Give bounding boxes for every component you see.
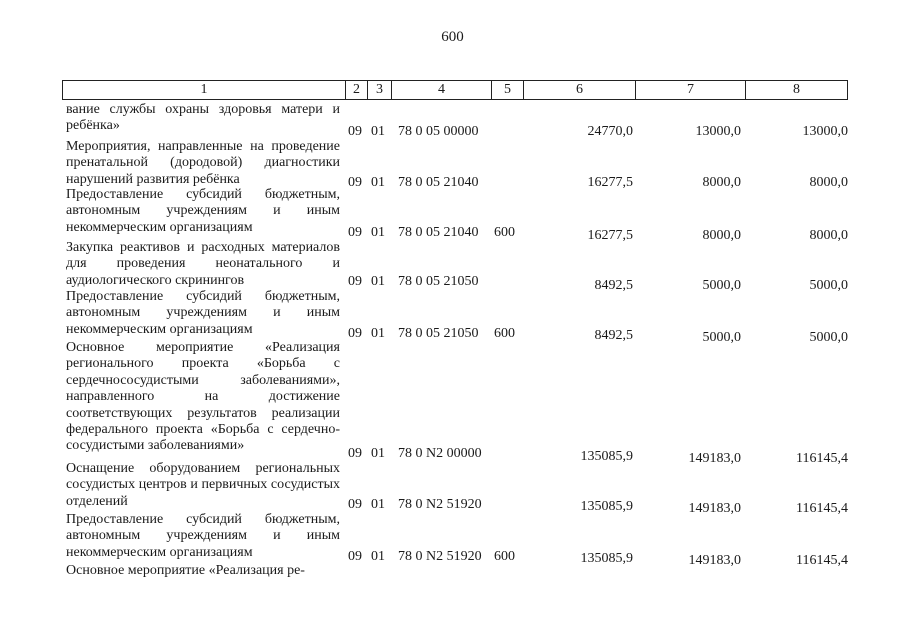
section-code: 09 — [348, 124, 362, 139]
subsection-code: 01 — [371, 446, 385, 461]
section-code: 09 — [348, 446, 362, 461]
section-code: 09 — [348, 326, 362, 341]
section-code: 09 — [348, 549, 362, 564]
row-description: Предоставление субсидий бюджетным, автономным учреждениям и иным некоммерческим организациям — [66, 289, 340, 337]
amount-col-7: 149183,0 — [688, 553, 741, 568]
target-article-code: 78 0 05 00000 — [398, 124, 479, 139]
subsection-code: 01 — [371, 549, 385, 564]
amount-col-8: 116145,4 — [796, 451, 848, 466]
amount-col-8: 5000,0 — [809, 278, 848, 293]
amount-col-6: 16277,5 — [587, 175, 633, 190]
subsection-code: 01 — [371, 225, 385, 240]
target-article-code: 78 0 05 21040 — [398, 225, 479, 240]
amount-col-7: 149183,0 — [688, 501, 741, 516]
amount-col-6: 8492,5 — [594, 278, 633, 293]
amount-col-6: 135085,9 — [580, 449, 633, 464]
section-code: 09 — [348, 497, 362, 512]
column-header-4: 4 — [391, 81, 491, 99]
amount-col-7: 13000,0 — [695, 124, 741, 139]
amount-col-6: 135085,9 — [580, 551, 633, 566]
row-description: вание службы охраны здоровья матери и ребёнка» — [66, 102, 340, 134]
column-header-8: 8 — [745, 81, 847, 99]
table-header — [62, 80, 848, 100]
column-header-6: 6 — [523, 81, 635, 99]
section-code: 09 — [348, 175, 362, 190]
column-header-7: 7 — [635, 81, 745, 99]
column-header-1: 1 — [200, 82, 208, 97]
amount-col-7: 5000,0 — [702, 278, 741, 293]
row-description: Мероприятия, направленные на проведение пренатальной (дородовой) диагностики нарушений развития ребёнка — [66, 139, 340, 187]
section-code: 09 — [348, 274, 362, 289]
expense-type-code: 600 — [494, 326, 515, 341]
amount-col-6: 16277,5 — [587, 228, 633, 243]
section-code: 09 — [348, 225, 362, 240]
amount-col-6: 8492,5 — [594, 328, 633, 343]
target-article-code: 78 0 05 21040 — [398, 175, 479, 190]
target-article-code: 78 0 05 21050 — [398, 274, 479, 289]
amount-col-8: 116145,4 — [796, 553, 848, 568]
column-header-2: 2 — [345, 81, 367, 99]
column-header-3: 3 — [367, 81, 391, 99]
row-description: Основное мероприятие «Реализация ре- — [66, 563, 305, 578]
amount-col-7: 5000,0 — [702, 330, 741, 345]
row-description: Закупка реактивов и расходных материалов для проведения неонатального и аудиологического скринингов — [66, 240, 340, 288]
column-header-5: 5 — [491, 81, 523, 99]
amount-col-8: 8000,0 — [809, 228, 848, 243]
amount-col-8: 13000,0 — [802, 124, 848, 139]
amount-col-7: 8000,0 — [702, 228, 741, 243]
target-article-code: 78 0 N2 51920 — [398, 497, 482, 512]
row-description: Предоставление субсидий бюджетным, автономным учреждениям и иным некоммерческим организациям — [66, 512, 340, 560]
amount-col-6: 24770,0 — [587, 124, 633, 139]
amount-col-8: 5000,0 — [809, 330, 848, 345]
amount-col-6: 135085,9 — [580, 499, 633, 514]
target-article-code: 78 0 N2 00000 — [398, 446, 482, 461]
subsection-code: 01 — [371, 326, 385, 341]
amount-col-8: 116145,4 — [796, 501, 848, 516]
subsection-code: 01 — [371, 497, 385, 512]
expense-type-code: 600 — [494, 225, 515, 240]
page-number: 600 — [441, 29, 464, 45]
row-description: Предоставление субсидий бюджетным, автономным учреждениям и иным некоммерческим организациям — [66, 187, 340, 235]
target-article-code: 78 0 N2 51920 — [398, 549, 482, 564]
amount-col-7: 8000,0 — [702, 175, 741, 190]
subsection-code: 01 — [371, 124, 385, 139]
amount-col-8: 8000,0 — [809, 175, 848, 190]
row-description: Основное мероприятие «Реализация регионального проекта «Борьба с сердечнососудистыми заболеваниями», направленного на достижение соответствующих результатов реализации федерального проекта «Борьба с сердечно-сосудистыми заболеваниями» — [66, 340, 340, 454]
subsection-code: 01 — [371, 175, 385, 190]
amount-col-7: 149183,0 — [688, 451, 741, 466]
expense-type-code: 600 — [494, 549, 515, 564]
row-description: Оснащение оборудованием региональных сосудистых центров и первичных сосудистых отделений — [66, 461, 340, 509]
subsection-code: 01 — [371, 274, 385, 289]
target-article-code: 78 0 05 21050 — [398, 326, 479, 341]
